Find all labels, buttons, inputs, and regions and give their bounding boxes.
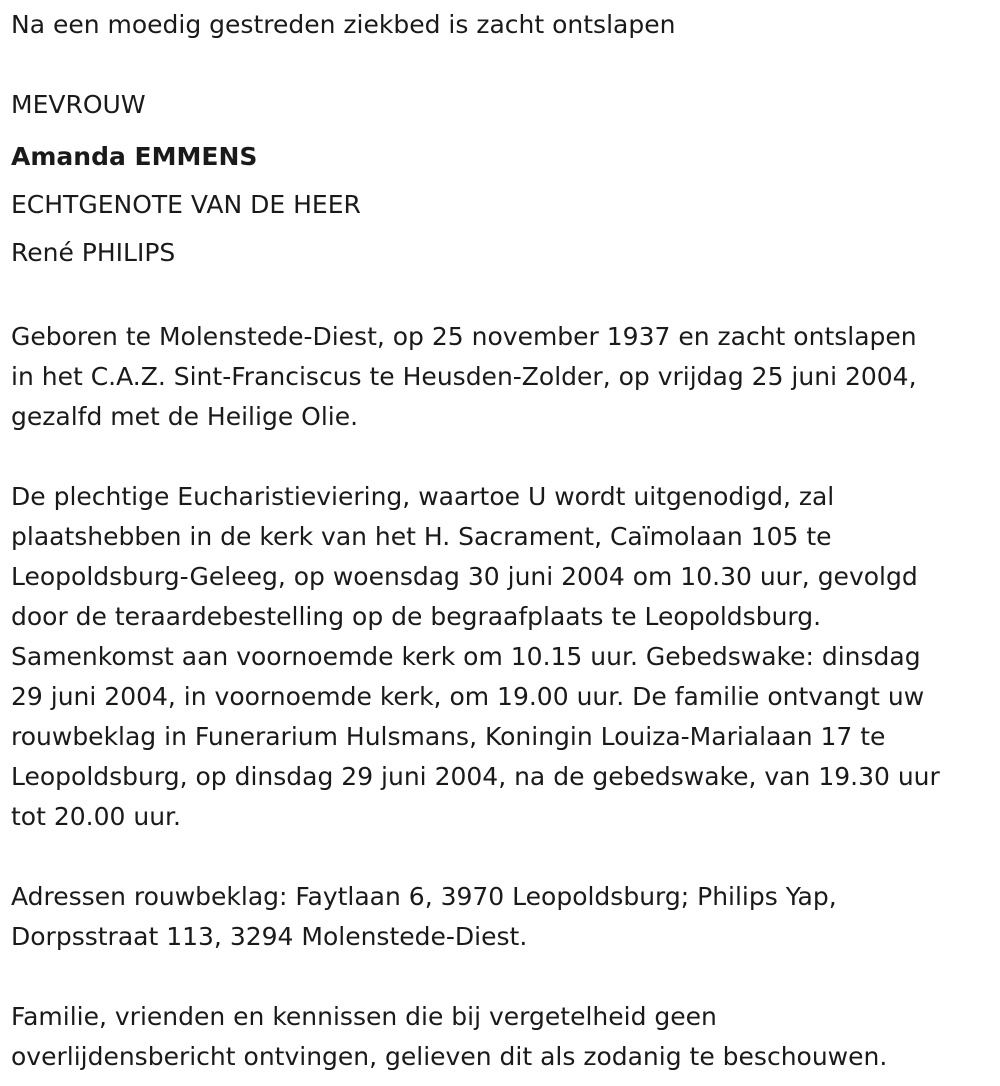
title-prefix: MEVROUW — [11, 90, 146, 119]
text-line: door de teraardebestelling op de begraafplaats te Leopoldsburg. — [11, 602, 822, 631]
intro-line: Na een moedig gestreden ziekbed is zacht ontslapen — [11, 10, 676, 39]
relation-line: ECHTGENOTE VAN DE HEER — [11, 190, 361, 219]
text-line: Geboren te Molenstede-Diest, op 25 november 1937 en zacht ontslapen — [11, 322, 917, 351]
text-line: Leopoldsburg, op dinsdag 29 juni 2004, na de gebedswake, van 19.30 uur — [11, 762, 940, 791]
text-line: overlijdensbericht ontvingen, gelieven dit als zodanig te beschouwen. — [11, 1042, 888, 1071]
text-line: De plechtige Eucharistieviering, waartoe U wordt uitgenodigd, zal — [11, 482, 835, 511]
text-line: Dorpsstraat 113, 3294 Molenstede-Diest. — [11, 922, 528, 951]
text-line: rouwbeklag in Funerarium Hulsmans, Koningin Louiza-Marialaan 17 te — [11, 722, 886, 751]
text-line: gezalfd met de Heilige Olie. — [11, 402, 359, 431]
birth-death-paragraph — [11, 317, 1000, 437]
text-line: Familie, vrienden en kennissen die bij vergetelheid geen — [11, 1002, 717, 1031]
deceased-block — [11, 85, 1000, 277]
addresses-paragraph — [11, 877, 1000, 957]
text-line: Samenkomst aan voornoemde kerk om 10.15 uur. Gebedswake: dinsdag — [11, 642, 921, 671]
closing-paragraph — [11, 997, 1000, 1077]
text-line: in het C.A.Z. Sint-Franciscus te Heusden-Zolder, op vrijdag 25 juni 2004, — [11, 362, 917, 391]
text-line: 29 juni 2004, in voornoemde kerk, om 19.00 uur. De familie ontvangt uw — [11, 682, 925, 711]
text-line: tot 20.00 uur. — [11, 802, 181, 831]
ceremony-paragraph — [11, 477, 1000, 837]
deceased-name: Amanda EMMENS — [11, 142, 258, 171]
spouse-name: René PHILIPS — [11, 238, 176, 267]
text-line: Adressen rouwbeklag: Faytlaan 6, 3970 Leopoldsburg; Philips Yap, — [11, 882, 837, 911]
text-line: plaatshebben in de kerk van het H. Sacrament, Caïmolaan 105 te — [11, 522, 832, 551]
text-line: Leopoldsburg-Geleeg, op woensdag 30 juni 2004 om 10.30 uur, gevolgd — [11, 562, 918, 591]
